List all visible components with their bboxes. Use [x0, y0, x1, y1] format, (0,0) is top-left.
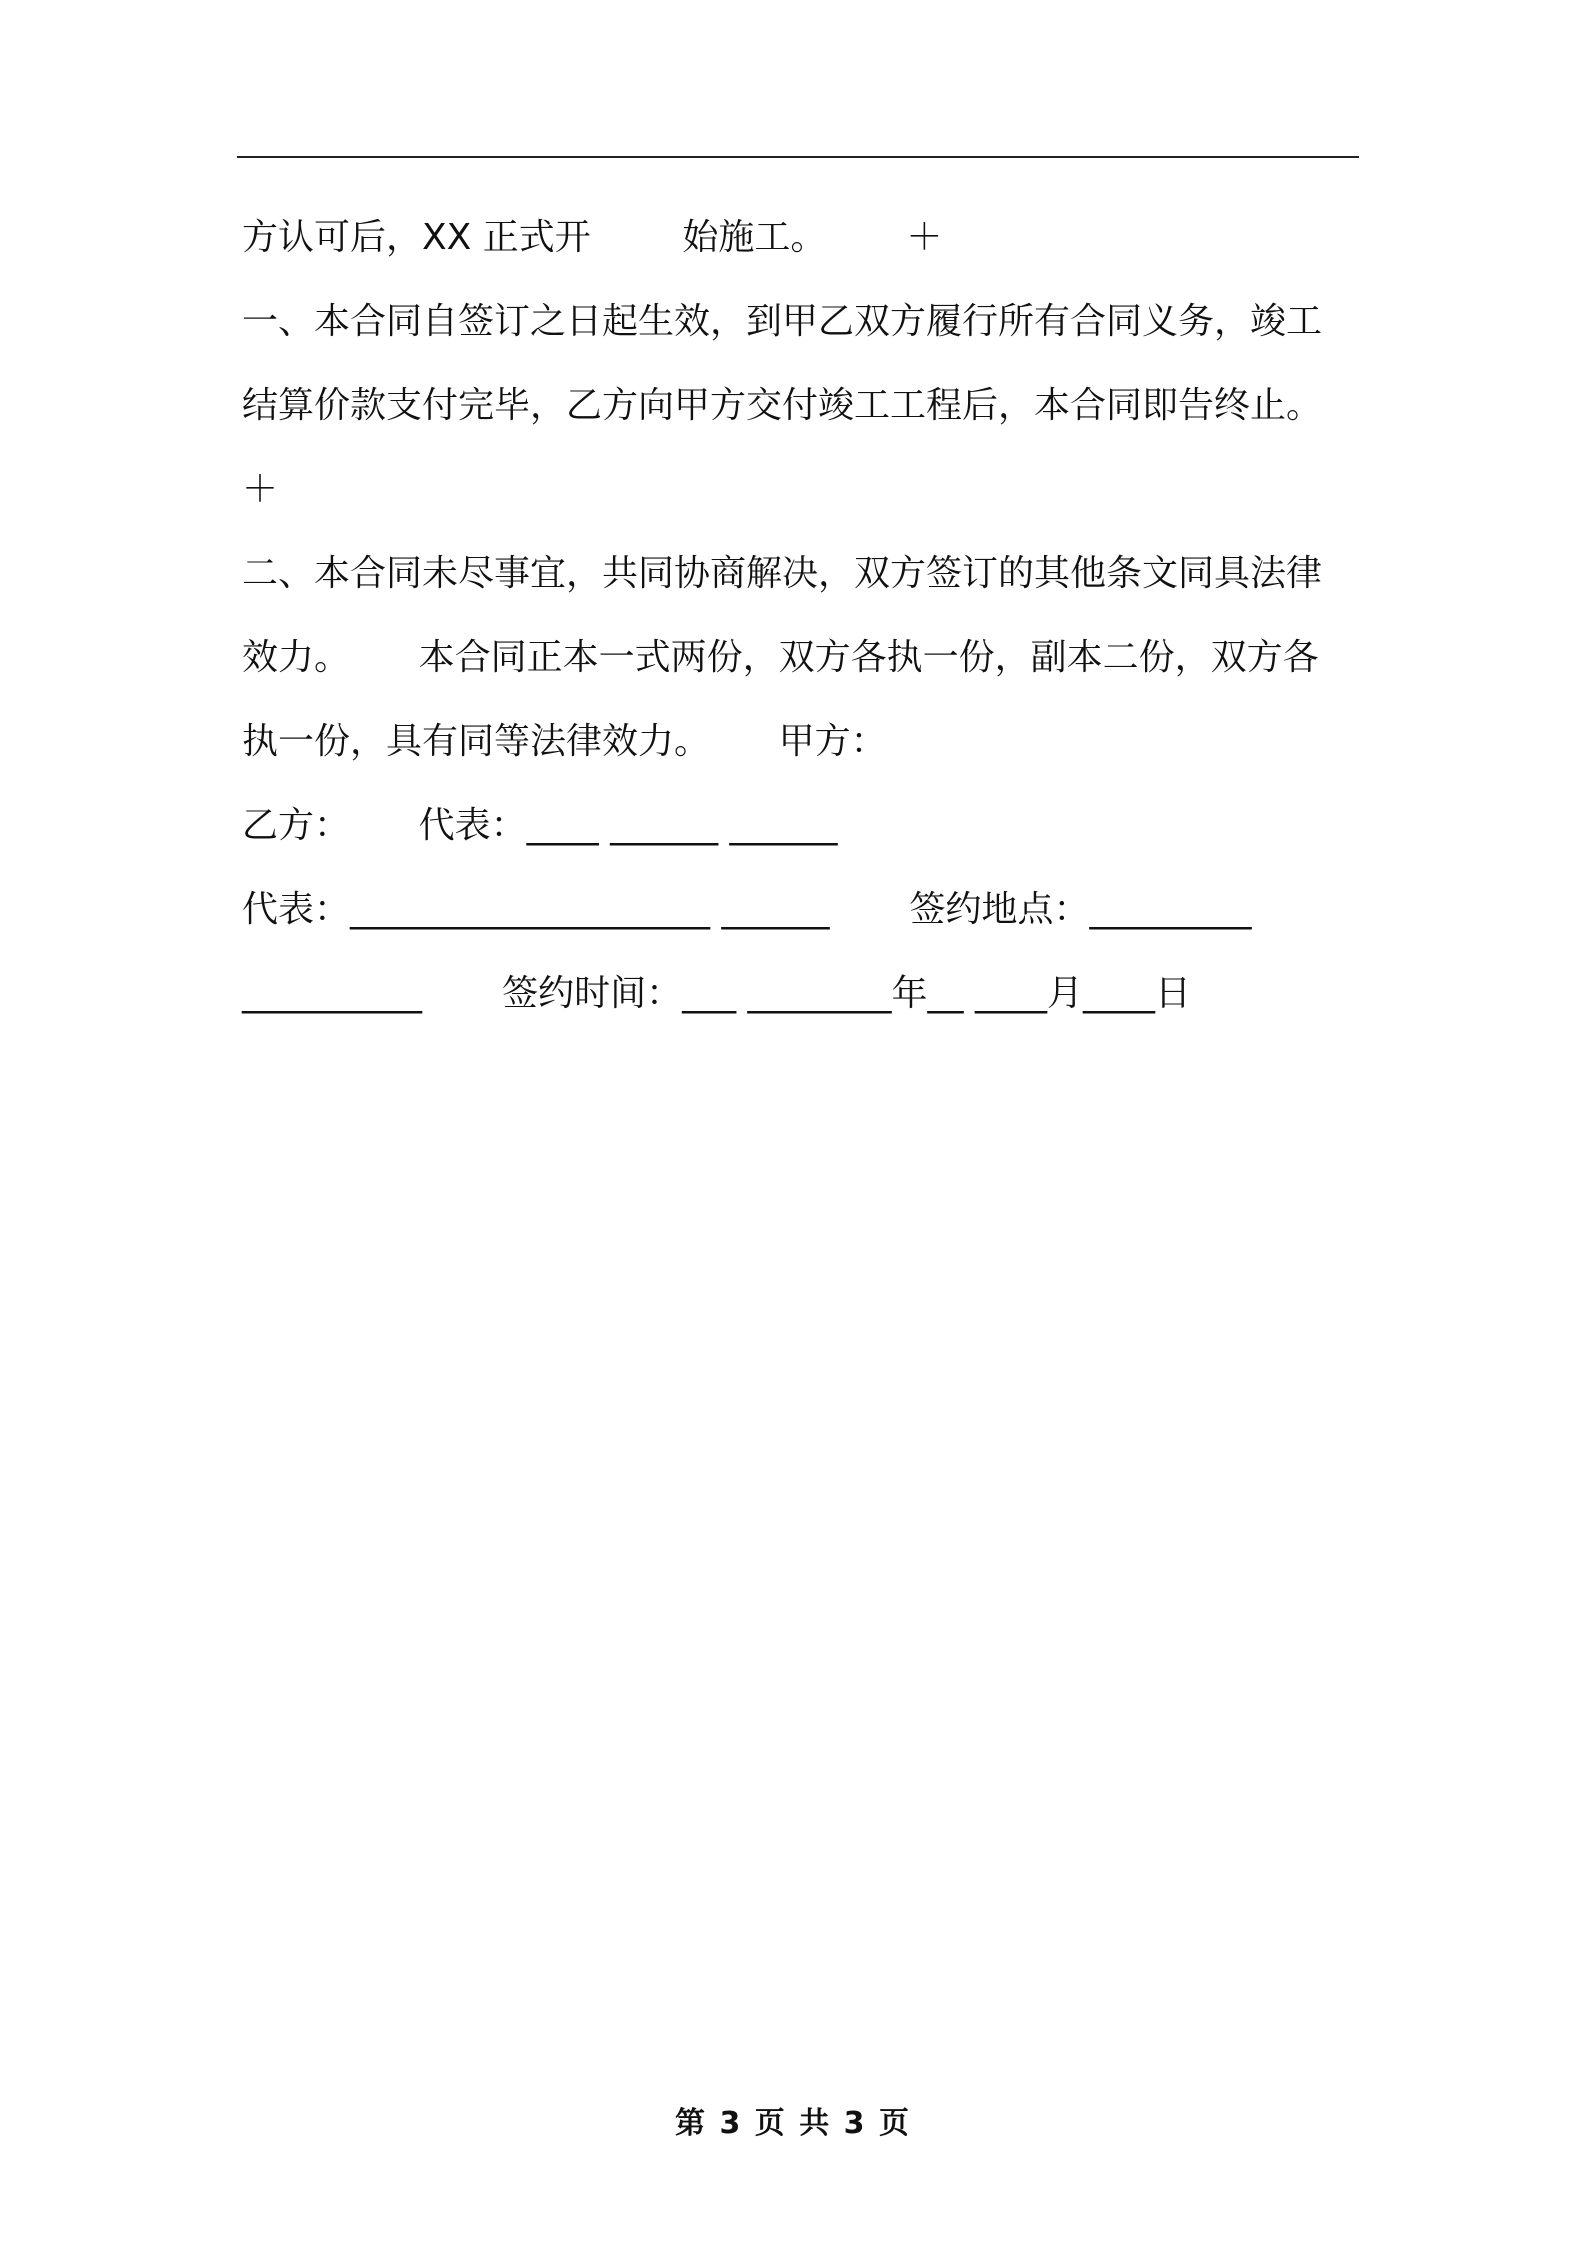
text-line: 二、本合同未尽事宜，共同协商解决，双方签订的其他条文同具法律 [242, 553, 1323, 594]
text-line: 一、本合同自签订之日起生效，到甲乙双方履行所有合同义务，竣工 [242, 301, 1323, 342]
page-footer: 第 3 页 共 3 页 [675, 2106, 911, 2141]
signature-line: 代表：____________________ ______ 签约地点：_________ [242, 889, 1252, 930]
text-line: 结算价款支付完毕，乙方向甲方交付竣工工程后，本合同即告终止。 [242, 385, 1323, 426]
text-line: 执一份，具有同等法律效力。 甲方： [242, 721, 887, 762]
header-rule [237, 156, 1359, 158]
text-line: ＋ [242, 469, 279, 510]
signature-line: 乙方： 代表：____ ______ ______ [242, 805, 838, 846]
text-line: 方认可后，XX 正式开 始施工。 ＋ [242, 217, 943, 258]
text-line: 效力。 本合同正本一式两份，双方各执一份，副本二份，双方各 [242, 637, 1319, 678]
signature-line: __________ 签约时间：___ ________年__ ____月____日 [242, 973, 1191, 1014]
contract-body [242, 196, 1362, 1036]
